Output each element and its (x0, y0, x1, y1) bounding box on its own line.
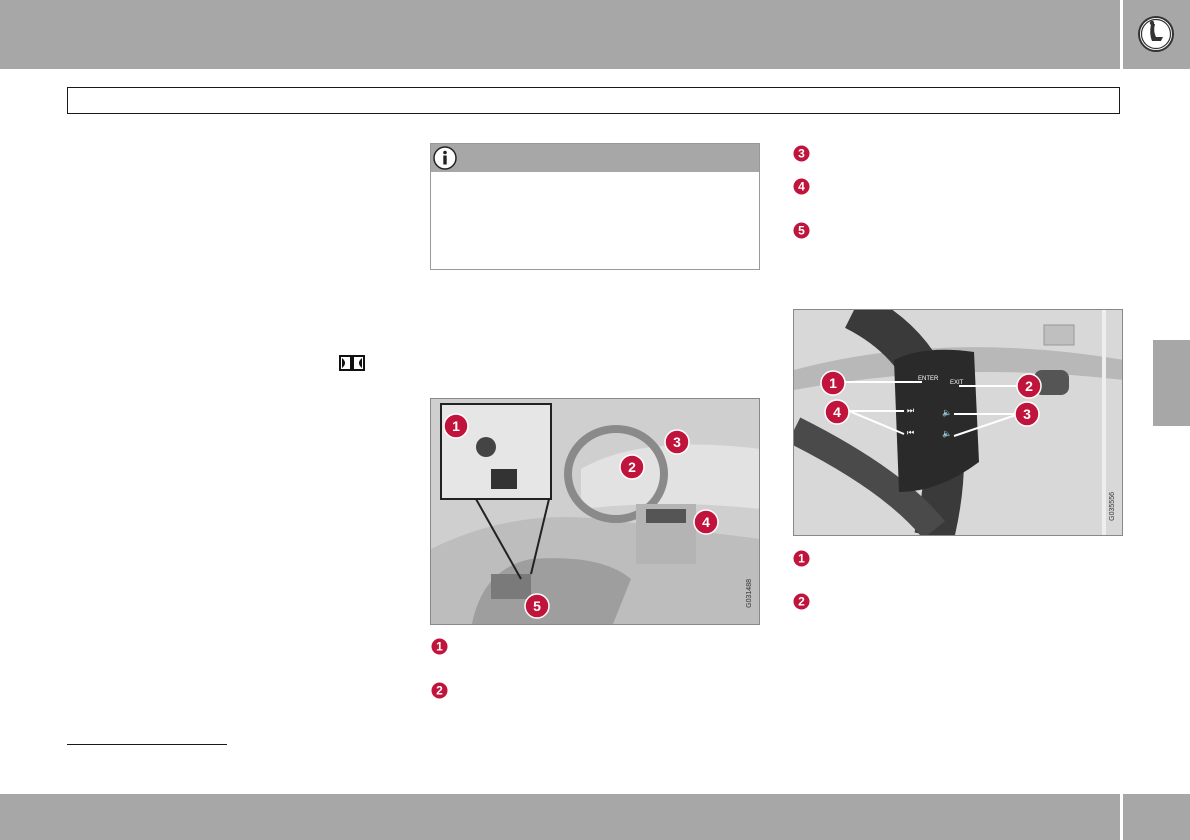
prev-track-icon: ⏮ (907, 428, 915, 437)
legend-badge-3 (793, 145, 810, 162)
volume-down-icon: 🔈 (942, 429, 952, 438)
svg-text:1: 1 (436, 639, 443, 654)
callout-2 (1016, 373, 1042, 399)
svg-text:5: 5 (798, 223, 805, 238)
svg-text:3: 3 (673, 434, 681, 450)
header-bar (67, 87, 1120, 114)
note-box (430, 143, 760, 270)
callout-1 (820, 370, 846, 396)
callout-2 (619, 454, 645, 480)
page-number-box (1123, 794, 1190, 840)
svg-text:1: 1 (452, 418, 460, 434)
note-header (431, 144, 759, 172)
bottom-band (0, 794, 1120, 840)
legend-badge-5 (793, 222, 810, 239)
volume-up-icon: 🔈 (942, 408, 952, 417)
svg-text:2: 2 (798, 594, 805, 609)
image-code: G031488 (746, 579, 753, 608)
svg-text:1: 1 (798, 551, 805, 566)
next-track-icon: ⏭ (907, 406, 915, 415)
svg-text:3: 3 (798, 146, 805, 161)
svg-text:3: 3 (1023, 406, 1031, 422)
legend-a-badge-2 (431, 682, 448, 699)
callout-5 (524, 593, 550, 619)
svg-text:4: 4 (833, 404, 841, 420)
callout-1 (443, 413, 469, 439)
callout-3 (664, 429, 690, 455)
image-code: G035556 (1109, 492, 1116, 521)
legend-b-badge-1 (793, 550, 810, 567)
interior-photo (430, 398, 760, 625)
seat-icon (1137, 15, 1175, 53)
legend-badge-4 (793, 178, 810, 195)
info-icon (433, 146, 457, 170)
chapter-side-tab (1153, 340, 1190, 426)
exit-label: EXIT (950, 380, 964, 386)
dolby-logo-icon (339, 355, 365, 371)
svg-text:2: 2 (436, 683, 443, 698)
steering-wheel-photo (793, 309, 1123, 536)
top-band (0, 0, 1120, 69)
svg-text:5: 5 (533, 598, 541, 614)
svg-text:2: 2 (628, 459, 636, 475)
footnote-rule (67, 744, 227, 745)
callout-3 (1014, 401, 1040, 427)
svg-text:2: 2 (1025, 378, 1033, 394)
legend-a-badge-1 (431, 638, 448, 655)
svg-text:1: 1 (829, 375, 837, 391)
callout-4 (824, 399, 850, 425)
enter-label: ENTER (918, 376, 939, 382)
callout-4 (693, 509, 719, 535)
legend-b-badge-2 (793, 593, 810, 610)
svg-text:4: 4 (702, 514, 710, 530)
svg-text:4: 4 (798, 179, 805, 194)
